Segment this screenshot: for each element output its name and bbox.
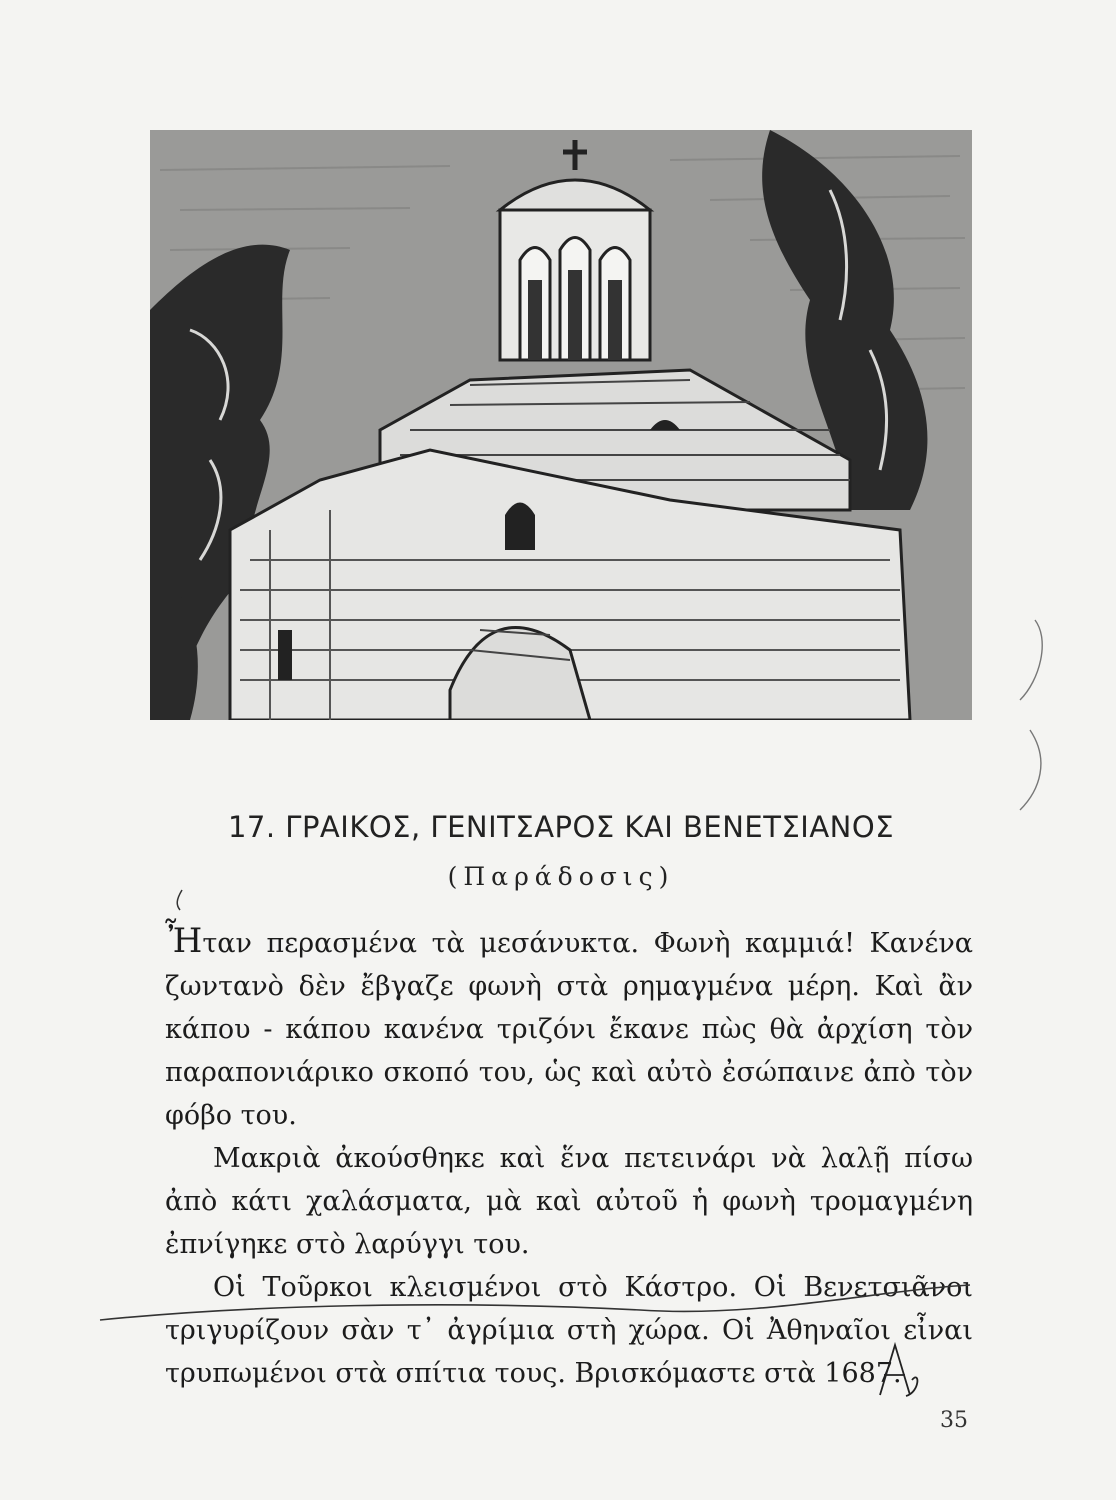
paragraph-initial: Ἦ xyxy=(165,921,203,961)
paragraph-3: Οἱ Τοῦρκοι κλεισμένοι στὸ Κάστρο. Οἱ Βενετσιᾶνοι τριγυρίζουν σὰν τ᾽ ἀγρίμια στὴ χώρα. Οἱ Ἀθηναῖοι εἶναι τρυπωμένοι στὰ σπίτια τους. Βρισκόμαστε στὰ 1687. xyxy=(165,1272,973,1389)
story-text xyxy=(165,920,973,1395)
paragraph-1-text: ταν περασμένα τὰ μεσάνυκτα. Φωνὴ καμμιά! Κανένα ζωντανὸ δὲν ἔβγαζε φωνὴ στὰ ρημαγμένα μέρη. Καὶ ἂν κάπου - κάπου κανένα τριζόνι ἔκανε πὼς θὰ ἀρχίση τὸν παραπονιάρικο σκοπό του, ὡς καὶ αὐτὸ ἐσώπαινε ἀπὸ τὸν φόβο του. xyxy=(165,928,973,1131)
church-illustration xyxy=(150,130,972,720)
paragraph-1 xyxy=(165,920,973,1137)
chapter-title: 17. ΓΡΑΙΚΟΣ, ΓΕΝΙΤΣΑΡΟΣ ΚΑΙ ΒΕΝΕΤΣΙΑΝΟΣ xyxy=(227,810,895,844)
paragraph-2: Μακριὰ ἀκούσθηκε καὶ ἕνα πετεινάρι νὰ λαλῇ πίσω ἀπὸ κάτι χαλάσματα, μὰ καὶ αὐτοῦ ἡ φωνὴ τρομαγμένη ἐπνίγηκε στὸ λαρύγγι του. xyxy=(165,1143,973,1260)
chapter-subtitle: (Παράδοσις) xyxy=(447,862,675,891)
page-number: 35 xyxy=(940,1408,968,1433)
